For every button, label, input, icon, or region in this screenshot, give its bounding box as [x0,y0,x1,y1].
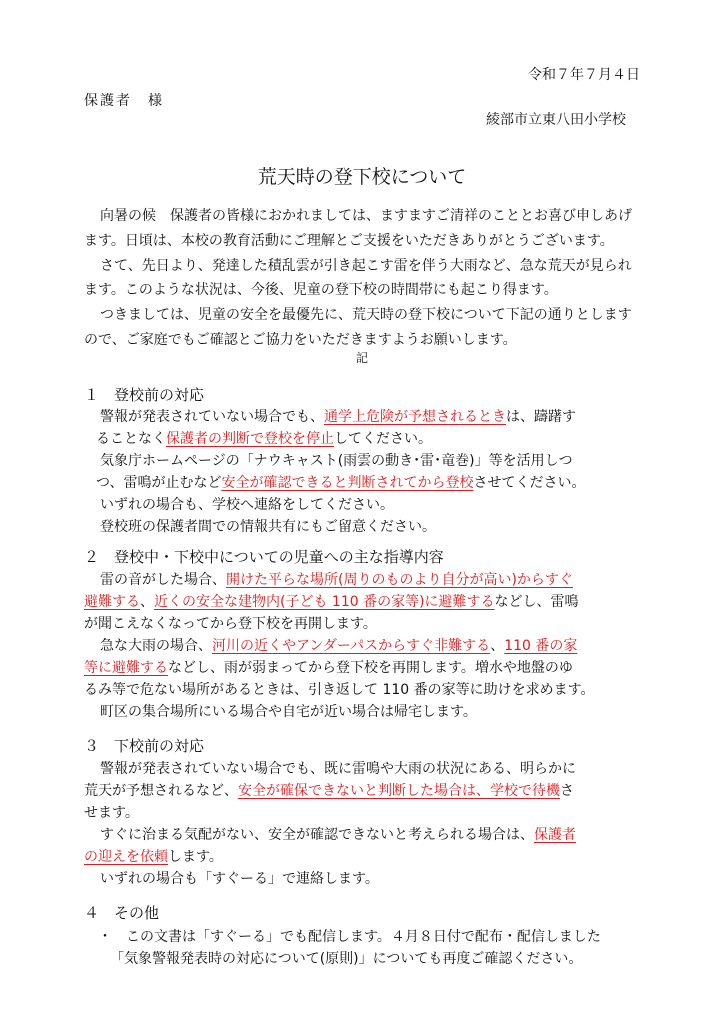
section-line: が聞こえなくなってから登下校を再開します。 [84,616,377,632]
text-span: させてください。 [473,475,586,491]
section-line [84,846,664,868]
highlight-text: 等に避難する [84,660,168,676]
section-line [84,428,664,450]
section-line: 警報が発表されていない場合でも、既に雷鳴や大雨の状況にある、明らかに [100,761,576,777]
section-number: ３ [84,737,100,755]
text-span: すぐに治まる気配がない、安全が確認できないと考えられる場合は、 [100,827,534,843]
section-line [84,591,664,613]
section-line [84,657,664,679]
section-line: 気象庁ホームページの「ナウキャスト(雨雲の動き･雷･竜巻)」等を活用しつ [100,453,573,469]
section-line [84,635,664,657]
section-line [84,472,664,494]
intro-line: ます。日頃は、本校の教育活動にご理解とご支援をいただきありがとうございます。 [84,232,614,249]
highlight-text: 110 番の家 [504,638,578,654]
recipient-line: 保護者 様 [84,93,164,109]
section-line [84,824,664,846]
section-line: 町区の集合場所にいる場合や自宅が近い場合は帰宅します。 [100,704,477,720]
section-2-body [84,569,664,723]
highlight-text: 安全が確保できないと判断した場合は、学校で待機 [238,783,560,799]
document-title: 荒天時の登下校について [257,166,467,188]
text-span: などし、雨が弱まってから登下校を再開します。増水や地盤のゆ [168,660,573,676]
highlight-text: の迎えを依頼 [84,849,168,865]
section-line: 「気象警報発表時の対応について(原則)」についても再度ご確認ください。 [110,951,583,967]
text-span: 警報が発表されていない場合でも、 [100,409,324,425]
text-span: ることなく [96,431,166,447]
highlight-text: 近くの安全な建物内(子ども 110 番の家等)に避難する [154,594,495,610]
text-span: 、 [490,638,505,654]
section-line: 登校班の保護者間での情報共有にもご留意ください。 [100,519,436,535]
section-line [84,569,664,591]
section-line: いずれの場合も、学校へ連絡をしてください。 [100,497,394,513]
section-line: いずれの場合も「すぐーる」で連絡します。 [100,871,379,887]
document-date: 令和７年７月４日 [528,67,640,83]
text-span: します。 [168,849,223,865]
section-3-body [84,758,664,890]
section-line: せます。 [84,805,139,821]
highlight-text: 避難する [84,594,140,610]
text-span: 雷の音がした場合、 [100,572,226,588]
section-3-heading [84,735,204,756]
section-number: ４ [84,904,100,922]
text-span: などし、雷鳴 [494,594,579,610]
highlight-text: 通学上危険が予想されるとき [324,409,506,425]
section-4-body [98,926,678,970]
section-number: ２ [84,548,100,566]
text-span: 、 [140,594,154,610]
text-span: つ、雷鳴が止むなど [96,475,222,491]
school-name: 綾部市立東八田小学校 [486,112,626,128]
section-title: その他 [114,904,160,922]
intro-line: 向暑の候 保護者の皆様におかれましては、ますますご清祥のこととお喜び申しあげ [100,208,632,224]
highlight-text: 開けた平らな場所(周りのものより自分が高い)からすぐ [226,572,573,588]
section-4-heading [84,902,159,923]
section-line [84,406,664,428]
highlight-text: 保護者の判断で登校を停止 [166,431,334,447]
section-title: 下校前の対応 [114,737,205,755]
section-line: ・ この文書は「すぐーる」でも配信します。４月８日付で配布・配信しました [98,929,601,945]
highlight-text: 河川の近くやアンダーパスからすぐ非難する [212,638,491,654]
section-1-heading [84,384,204,405]
section-title: 登校前の対応 [114,386,205,404]
section-2-heading [84,546,444,567]
text-span: 荒天が予想されるなど、 [84,783,238,799]
text-span: さ [560,783,574,799]
section-title: 登校中・下校中についての児童への主な指導内容 [114,548,444,566]
text-span: は、躊躇す [506,409,576,425]
text-span: 急な大雨の場合、 [100,638,212,654]
ki-mark: 記 [355,351,368,365]
text-span: してください。 [334,431,432,447]
intro-line: ます。このような状況は、今後、児童の登下校の時間帯にも起こり得ます。 [84,282,558,299]
intro-line: ので、ご家庭でもご確認とご協力をいただきますようお願いします。 [84,331,517,348]
section-line: るみ等で危ない場所があるときは、引き返して 110 番の家等に助けを求めます。 [84,682,595,698]
intro-paragraph [84,204,664,353]
intro-line: つきましては、児童の安全を最優先に、荒天時の登下校について下記の通りとします [100,307,632,324]
intro-line: さて、先日より、発達した積乱雲が引き起こす雷を伴う大雨など、急な荒天が見られ [100,257,632,274]
section-line [84,780,664,802]
section-number: １ [84,386,100,404]
section-1-body [84,406,664,538]
highlight-text: 保護者 [534,827,576,843]
highlight-text: 安全が確認できると判断されてから登校 [221,475,474,491]
